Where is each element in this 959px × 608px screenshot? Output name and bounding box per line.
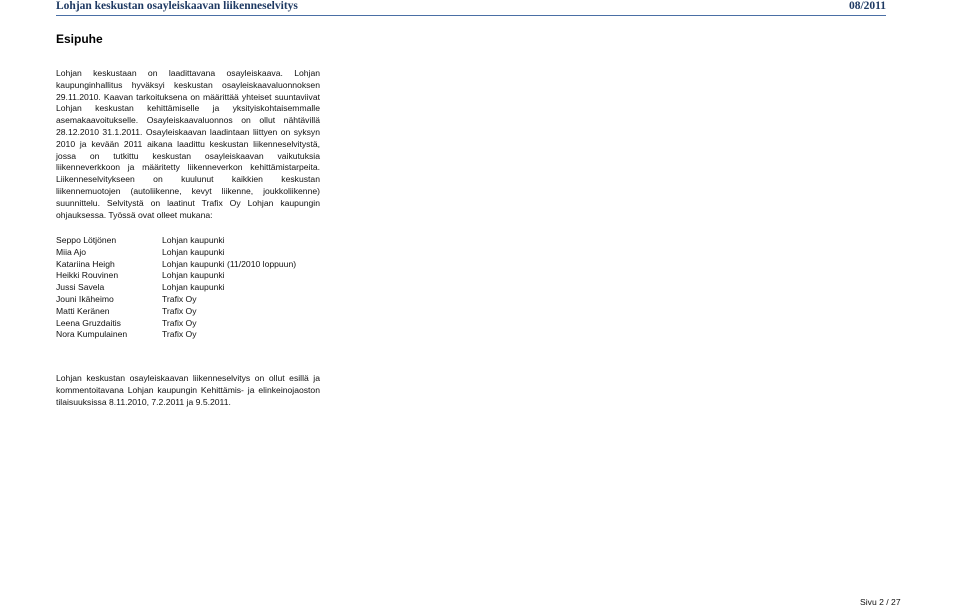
participant-name: Heikki Rouvinen [56,270,119,281]
participant-organization: Lohjan kaupunki [162,270,225,281]
intro-paragraph: Lohjan keskustaan on laadittavana osayleiskaava. Lohjan kaupunginhallitus hyväksyi keskustan osayleiskaavaluonnoksen 29.11.2010. Kaavan tarkoituksena on määrittää yhteiset suuntaviivat Lohjan keskustan kehittämiselle ja yksityiskohtaisemmalle asemakaavoitukselle. Osayleiskaavaluonnos on ollut nähtävillä 28.12.2010 31.1.2011. Osayleiskaavan laadintaan liittyen on syksyn 2010 ja kevään 2011 aikana laadittu keskustan liikenneselvitystä, jossa on tutkittu keskustan osayleiskaavan vaikutuksia liikenneverkkoon ja määritetty liikenneverkon kehittämistarpeita. Liikenneselvitykseen on kuulunut kaikkien keskustan liikennemuotojen (autoliikenne, kevyt liikenne, joukkoliikenne) suunnittelu. Selvitystä on laatinut Trafix Oy Lohjan kaupungin ohjauksessa. Työssä ovat olleet mukana: [56,68,320,220]
participant-organization: Lohjan kaupunki [162,282,225,293]
participant-name: Jussi Savela [56,282,105,293]
participant-organization: Lohjan kaupunki (11/2010 loppuun) [162,258,297,269]
section-heading: Esipuhe [56,32,103,46]
review-paragraph: Lohjan keskustan osayleiskaavan liikenneselvitys on ollut esillä ja kommentoitavana Lohjan kaupungin Kehittämis- ja elinkeinojaoston tilaisuuksissa 8.11.2010, 7.2.2011 ja 9.5.2011. [56,373,320,407]
participant-name: Seppo Lötjönen [56,235,117,245]
participant-organization: Trafix Oy [162,329,197,340]
participant-organization: Lohjan kaupunki [162,246,225,257]
participant-name: Katariina Heigh [56,258,115,269]
document-title: Lohjan keskustan osayleiskaavan liikenneselvitys [56,0,298,12]
header-divider [56,15,886,16]
participant-organization: Lohjan kaupunki [162,235,225,245]
participant-name: Matti Keränen [56,305,110,316]
participant-organization: Trafix Oy [162,305,197,316]
participant-name: Miia Ajo [56,246,87,257]
participant-name: Jouni Ikäheimo [56,293,114,304]
document-date: 08/2011 [848,0,886,12]
page-header [56,0,886,12]
participant-name: Nora Kumpulainen [56,329,128,340]
participant-organization: Trafix Oy [162,293,197,304]
participant-name: Leena Gruzdaitis [56,317,121,328]
participant-organization: Trafix Oy [162,317,197,328]
page-number: Sivu 2 / 27 [860,597,901,607]
